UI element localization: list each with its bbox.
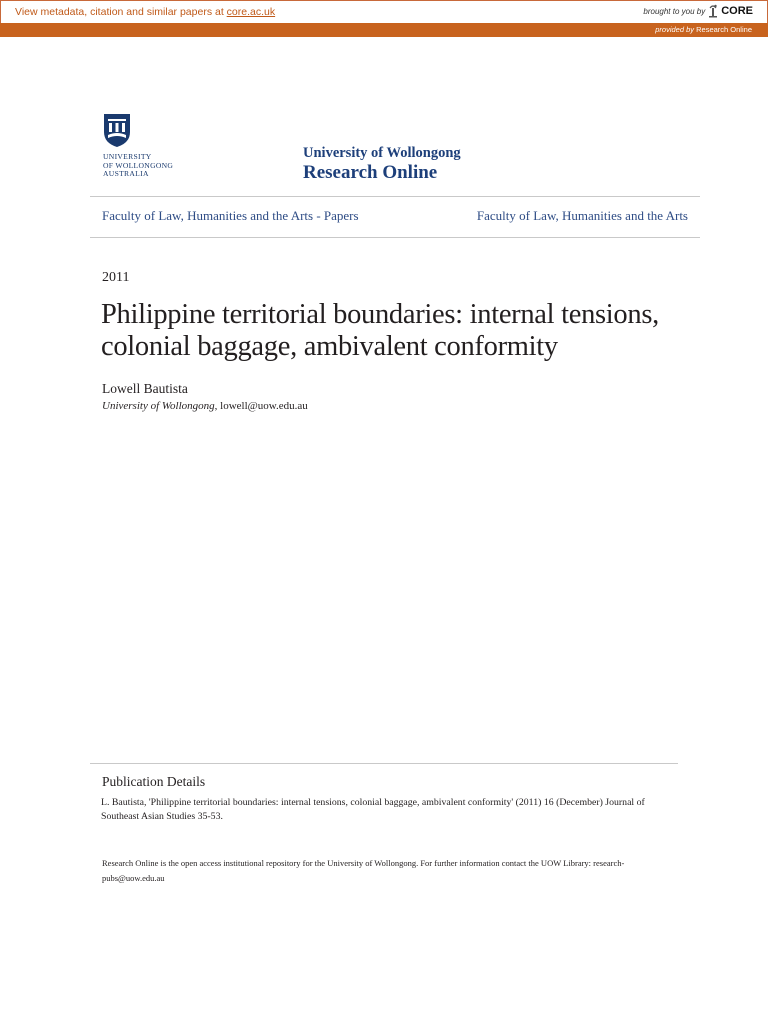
repo-title-line1: University of Wollongong xyxy=(303,145,461,161)
logo-line-2: OF WOLLONGONG xyxy=(103,160,174,170)
author-affiliation xyxy=(102,400,308,412)
faculty-link[interactable]: Faculty of Law, Humanities and the Arts xyxy=(476,208,688,223)
core-link[interactable]: core.ac.uk xyxy=(226,6,276,18)
core-attribution[interactable] xyxy=(643,4,753,18)
paper-title: Philippine territorial boundaries: internal tensions, colonial baggage, ambivalent conformity xyxy=(101,299,659,362)
core-logo-icon xyxy=(708,4,718,18)
university-crest-icon xyxy=(103,112,131,148)
repository-note: Research Online is the open access institutional repository for the University of Wollongong. For further information contact the UOW Library: research-pubs@uow.edu.au xyxy=(102,858,625,883)
top-divider xyxy=(90,196,700,197)
university-logo-text xyxy=(103,153,173,179)
core-metadata-notice xyxy=(15,6,275,18)
affiliation-name: University of Wollongong xyxy=(102,400,215,412)
core-banner xyxy=(0,0,768,23)
provided-source: Research Online xyxy=(696,25,752,34)
publication-details-heading: Publication Details xyxy=(102,774,206,789)
publication-citation: L. Bautista, 'Philippine territorial boundaries: internal tensions, colonial baggage, ambivalent conformity' (2011) 16 (December) Journal of Southeast Asian Studies 35-53. xyxy=(101,797,645,822)
brought-to-you-text: brought to you by xyxy=(643,6,706,16)
logo-line-1: UNIVERSITY xyxy=(103,152,152,161)
research-online-title xyxy=(303,145,461,184)
provided-by-text[interactable] xyxy=(655,25,752,34)
provided-prefix: provided by xyxy=(655,25,695,34)
repo-title-line2: Research Online xyxy=(303,162,438,183)
author-name: Lowell Bautista xyxy=(102,381,188,396)
publication-divider xyxy=(90,763,678,764)
publication-year: 2011 xyxy=(102,270,130,285)
nav-divider xyxy=(90,237,700,238)
author-email: , lowell@uow.edu.au xyxy=(214,400,308,412)
logo-line-3: AUSTRALIA xyxy=(103,169,149,178)
core-notice-text: View metadata, citation and similar papers at xyxy=(15,6,227,18)
core-label: CORE xyxy=(721,5,753,17)
faculty-papers-link[interactable]: Faculty of Law, Humanities and the Arts - Papers xyxy=(102,208,359,223)
provided-by-bar xyxy=(0,23,768,37)
